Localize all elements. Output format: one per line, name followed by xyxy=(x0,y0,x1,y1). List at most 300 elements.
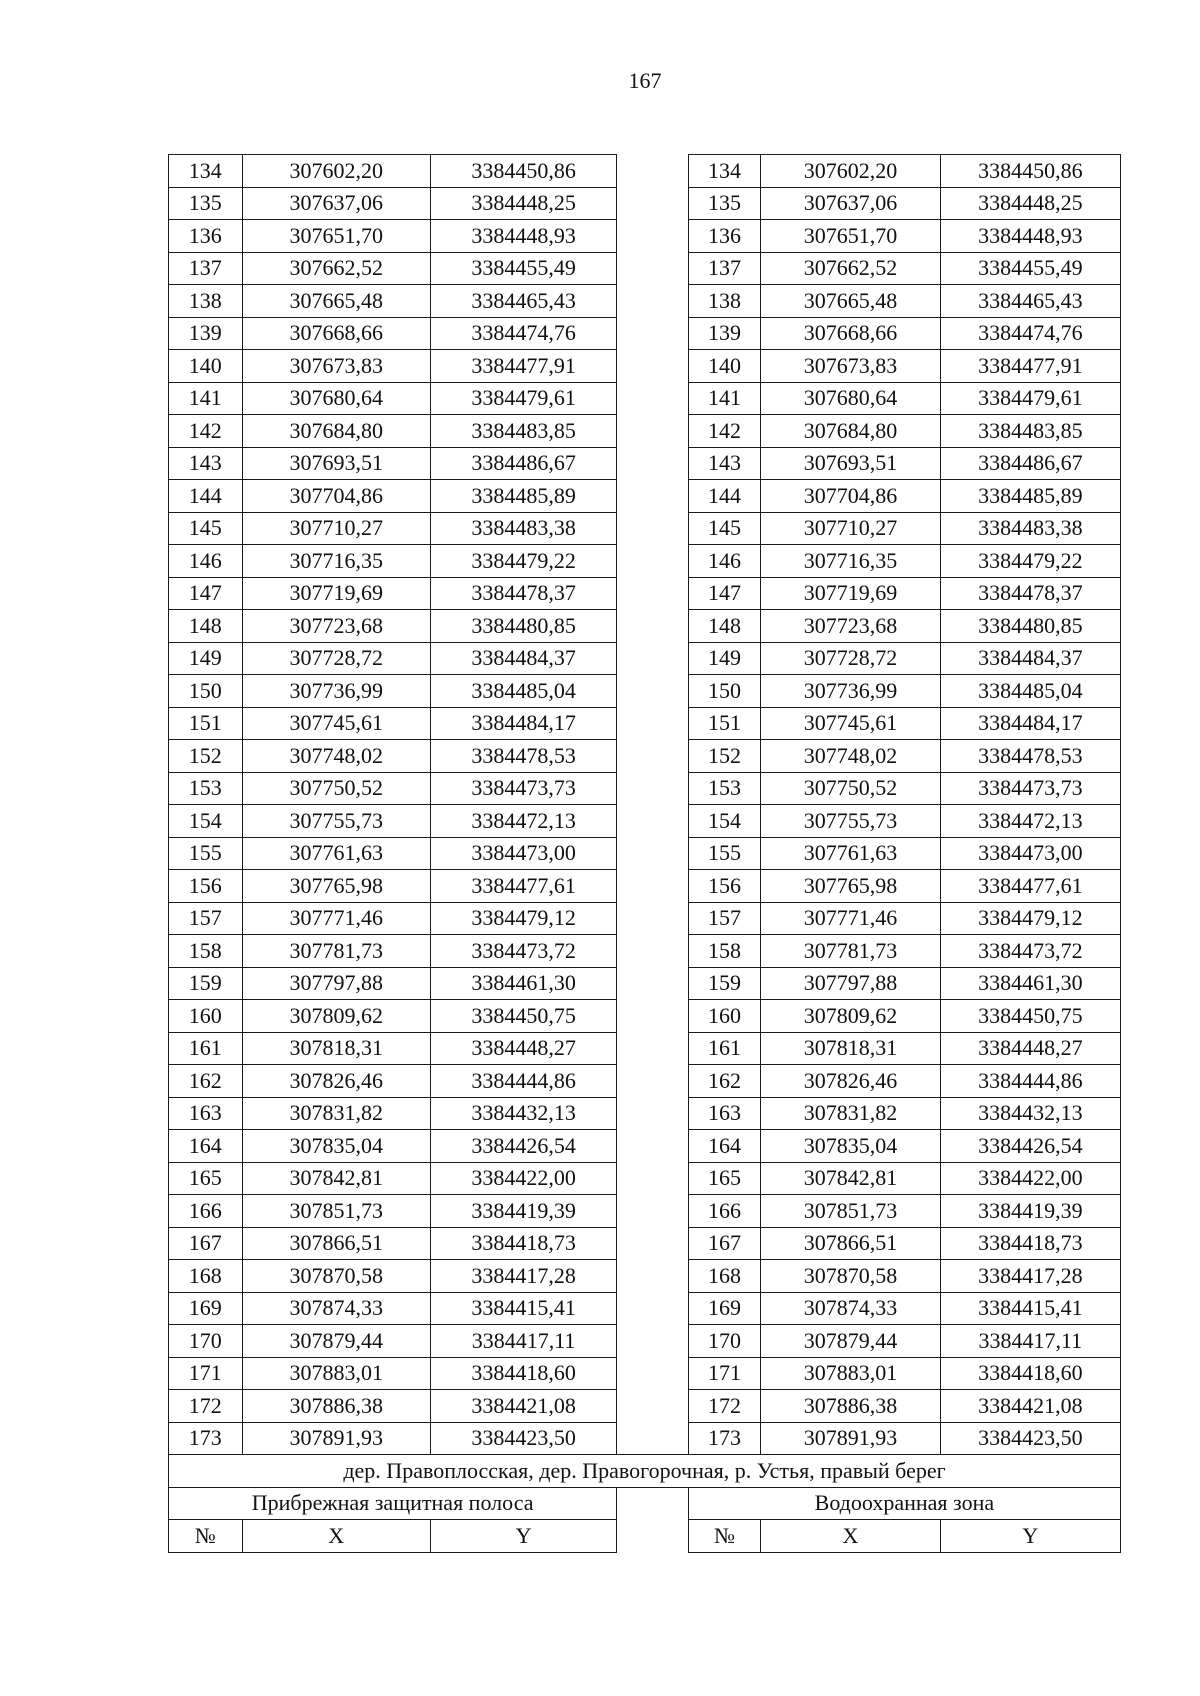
page-number: 167 xyxy=(628,68,662,93)
left-y-value: 3384474,76 xyxy=(430,317,616,350)
left-x-value: 307693,51 xyxy=(242,447,430,480)
left-x-value: 307745,61 xyxy=(242,707,430,740)
right-point-number: 153 xyxy=(688,772,761,805)
left-point-number: 166 xyxy=(169,1195,243,1228)
left-y-value: 3384450,86 xyxy=(430,155,616,188)
right-x-value: 307883,01 xyxy=(761,1357,940,1390)
left-point-number: 170 xyxy=(169,1325,243,1358)
left-point-number: 145 xyxy=(169,512,243,545)
right-point-number: 154 xyxy=(688,805,761,838)
right-point-number: 172 xyxy=(688,1390,761,1423)
column-gap xyxy=(617,1357,689,1390)
left-y-value: 3384450,75 xyxy=(430,1000,616,1033)
right-x-value: 307761,63 xyxy=(761,837,940,870)
table-row xyxy=(169,805,1121,838)
right-y-value: 3384474,76 xyxy=(940,317,1120,350)
left-point-number: 138 xyxy=(169,285,243,318)
table-row xyxy=(169,512,1121,545)
left-y-value: 3384426,54 xyxy=(430,1130,616,1163)
right-x-value: 307662,52 xyxy=(761,252,940,285)
left-y-value: 3384485,89 xyxy=(430,480,616,513)
right-x-value: 307874,33 xyxy=(761,1292,940,1325)
column-gap xyxy=(617,285,689,318)
left-x-value: 307602,20 xyxy=(242,155,430,188)
left-x-value: 307781,73 xyxy=(242,935,430,968)
left-y-value: 3384417,11 xyxy=(430,1325,616,1358)
right-x-value: 307866,51 xyxy=(761,1227,940,1260)
left-point-number: 171 xyxy=(169,1357,243,1390)
table-row xyxy=(169,935,1121,968)
left-point-number: 154 xyxy=(169,805,243,838)
table-row xyxy=(169,1065,1121,1098)
column-gap xyxy=(617,1097,689,1130)
right-x-value: 307755,73 xyxy=(761,805,940,838)
left-point-number: 169 xyxy=(169,1292,243,1325)
right-point-number: 147 xyxy=(688,577,761,610)
left-y-value: 3384465,43 xyxy=(430,285,616,318)
right-x-value: 307745,61 xyxy=(761,707,940,740)
right-point-number: 165 xyxy=(688,1162,761,1195)
left-y-value: 3384448,27 xyxy=(430,1032,616,1065)
left-point-number: 142 xyxy=(169,415,243,448)
right-point-number: 143 xyxy=(688,447,761,480)
left-point-number: 144 xyxy=(169,480,243,513)
left-y-value: 3384415,41 xyxy=(430,1292,616,1325)
table-row xyxy=(169,1390,1121,1423)
table-row xyxy=(169,155,1121,188)
right-y-value: 3384484,37 xyxy=(940,642,1120,675)
left-x-value: 307680,64 xyxy=(242,382,430,415)
right-y-value: 3384432,13 xyxy=(940,1097,1120,1130)
coordinates-section-header xyxy=(169,1455,1121,1553)
right-x-value: 307886,38 xyxy=(761,1390,940,1423)
table-row xyxy=(169,285,1121,318)
right-header-x: X xyxy=(761,1520,940,1553)
left-y-value: 3384472,13 xyxy=(430,805,616,838)
right-point-number: 169 xyxy=(688,1292,761,1325)
column-gap xyxy=(617,1390,689,1423)
right-x-value: 307728,72 xyxy=(761,642,940,675)
right-y-value: 3384477,91 xyxy=(940,350,1120,383)
column-gap xyxy=(617,1065,689,1098)
right-point-number: 138 xyxy=(688,285,761,318)
left-x-value: 307870,58 xyxy=(242,1260,430,1293)
right-y-value: 3384455,49 xyxy=(940,252,1120,285)
right-x-value: 307771,46 xyxy=(761,902,940,935)
right-y-value: 3384483,38 xyxy=(940,512,1120,545)
left-x-value: 307673,83 xyxy=(242,350,430,383)
left-x-value: 307684,80 xyxy=(242,415,430,448)
left-point-number: 146 xyxy=(169,545,243,578)
left-y-value: 3384422,00 xyxy=(430,1162,616,1195)
left-x-value: 307704,86 xyxy=(242,480,430,513)
left-y-value: 3384483,38 xyxy=(430,512,616,545)
left-y-value: 3384478,37 xyxy=(430,577,616,610)
right-y-value: 3384478,37 xyxy=(940,577,1120,610)
left-x-value: 307750,52 xyxy=(242,772,430,805)
right-point-number: 144 xyxy=(688,480,761,513)
left-point-number: 149 xyxy=(169,642,243,675)
column-gap xyxy=(617,902,689,935)
right-point-number: 136 xyxy=(688,220,761,253)
column-gap xyxy=(617,1130,689,1163)
left-x-value: 307728,72 xyxy=(242,642,430,675)
column-gap xyxy=(617,642,689,675)
left-y-value: 3384473,73 xyxy=(430,772,616,805)
column-gap xyxy=(617,447,689,480)
table-row xyxy=(169,252,1121,285)
left-point-number: 143 xyxy=(169,447,243,480)
left-x-value: 307662,52 xyxy=(242,252,430,285)
right-point-number: 141 xyxy=(688,382,761,415)
right-x-value: 307879,44 xyxy=(761,1325,940,1358)
left-point-number: 173 xyxy=(169,1422,243,1455)
right-y-value: 3384473,72 xyxy=(940,935,1120,968)
left-y-value: 3384477,91 xyxy=(430,350,616,383)
left-x-value: 307716,35 xyxy=(242,545,430,578)
left-point-number: 163 xyxy=(169,1097,243,1130)
right-y-value: 3384448,93 xyxy=(940,220,1120,253)
right-x-value: 307781,73 xyxy=(761,935,940,968)
column-gap xyxy=(617,187,689,220)
left-x-value: 307826,46 xyxy=(242,1065,430,1098)
table-row xyxy=(169,1097,1121,1130)
right-y-value: 3384415,41 xyxy=(940,1292,1120,1325)
left-y-value: 3384432,13 xyxy=(430,1097,616,1130)
block-title-row xyxy=(169,1487,1121,1520)
right-x-value: 307870,58 xyxy=(761,1260,940,1293)
right-x-value: 307736,99 xyxy=(761,675,940,708)
right-point-number: 142 xyxy=(688,415,761,448)
right-y-value: 3384465,43 xyxy=(940,285,1120,318)
left-point-number: 153 xyxy=(169,772,243,805)
column-gap xyxy=(617,707,689,740)
left-point-number: 147 xyxy=(169,577,243,610)
right-point-number: 158 xyxy=(688,935,761,968)
right-point-number: 166 xyxy=(688,1195,761,1228)
left-y-value: 3384448,25 xyxy=(430,187,616,220)
right-point-number: 140 xyxy=(688,350,761,383)
column-gap xyxy=(617,1000,689,1033)
left-y-value: 3384448,93 xyxy=(430,220,616,253)
left-point-number: 141 xyxy=(169,382,243,415)
table-row xyxy=(169,545,1121,578)
right-point-number: 161 xyxy=(688,1032,761,1065)
left-y-value: 3384479,61 xyxy=(430,382,616,415)
table-row xyxy=(169,1130,1121,1163)
right-y-value: 3384477,61 xyxy=(940,870,1120,903)
table-row xyxy=(169,772,1121,805)
left-y-value: 3384483,85 xyxy=(430,415,616,448)
table-row xyxy=(169,1260,1121,1293)
right-y-value: 3384485,04 xyxy=(940,675,1120,708)
left-x-value: 307736,99 xyxy=(242,675,430,708)
left-x-value: 307797,88 xyxy=(242,967,430,1000)
right-point-number: 134 xyxy=(688,155,761,188)
right-x-value: 307719,69 xyxy=(761,577,940,610)
left-y-value: 3384418,73 xyxy=(430,1227,616,1260)
left-y-value: 3384418,60 xyxy=(430,1357,616,1390)
table-row xyxy=(169,187,1121,220)
left-x-value: 307891,93 xyxy=(242,1422,430,1455)
left-point-number: 150 xyxy=(169,675,243,708)
left-x-value: 307818,31 xyxy=(242,1032,430,1065)
table-row xyxy=(169,447,1121,480)
table-row xyxy=(169,707,1121,740)
column-gap xyxy=(617,415,689,448)
right-point-number: 139 xyxy=(688,317,761,350)
left-x-value: 307883,01 xyxy=(242,1357,430,1390)
right-point-number: 146 xyxy=(688,545,761,578)
left-point-number: 135 xyxy=(169,187,243,220)
left-y-value: 3384417,28 xyxy=(430,1260,616,1293)
right-x-value: 307602,20 xyxy=(761,155,940,188)
right-y-value: 3384461,30 xyxy=(940,967,1120,1000)
right-point-number: 162 xyxy=(688,1065,761,1098)
right-y-value: 3384473,73 xyxy=(940,772,1120,805)
table-row xyxy=(169,1195,1121,1228)
table-row xyxy=(169,1000,1121,1033)
table-row xyxy=(169,1032,1121,1065)
table-row xyxy=(169,1325,1121,1358)
column-gap xyxy=(617,1227,689,1260)
right-x-value: 307651,70 xyxy=(761,220,940,253)
right-y-value: 3384450,75 xyxy=(940,1000,1120,1033)
column-gap xyxy=(617,1292,689,1325)
left-y-value: 3384421,08 xyxy=(430,1390,616,1423)
left-point-number: 152 xyxy=(169,740,243,773)
left-y-value: 3384480,85 xyxy=(430,610,616,643)
left-header-y: Y xyxy=(430,1520,616,1553)
column-gap xyxy=(617,1487,689,1520)
right-x-value: 307665,48 xyxy=(761,285,940,318)
column-gap xyxy=(617,1032,689,1065)
column-header-row xyxy=(169,1520,1121,1553)
left-x-value: 307723,68 xyxy=(242,610,430,643)
left-y-value: 3384455,49 xyxy=(430,252,616,285)
column-gap xyxy=(617,317,689,350)
left-point-number: 158 xyxy=(169,935,243,968)
right-x-value: 307693,51 xyxy=(761,447,940,480)
right-x-value: 307797,88 xyxy=(761,967,940,1000)
left-point-number: 155 xyxy=(169,837,243,870)
column-gap xyxy=(617,837,689,870)
right-y-value: 3384484,17 xyxy=(940,707,1120,740)
left-y-value: 3384423,50 xyxy=(430,1422,616,1455)
table-row xyxy=(169,577,1121,610)
left-header-number: № xyxy=(169,1520,243,1553)
right-point-number: 150 xyxy=(688,675,761,708)
column-gap xyxy=(617,805,689,838)
left-y-value: 3384479,12 xyxy=(430,902,616,935)
column-gap xyxy=(617,480,689,513)
left-point-number: 137 xyxy=(169,252,243,285)
right-y-value: 3384417,28 xyxy=(940,1260,1120,1293)
right-y-value: 3384418,60 xyxy=(940,1357,1120,1390)
left-x-value: 307809,62 xyxy=(242,1000,430,1033)
left-y-value: 3384477,61 xyxy=(430,870,616,903)
right-y-value: 3384480,85 xyxy=(940,610,1120,643)
left-point-number: 157 xyxy=(169,902,243,935)
left-point-number: 167 xyxy=(169,1227,243,1260)
table-row xyxy=(169,740,1121,773)
left-x-value: 307835,04 xyxy=(242,1130,430,1163)
left-x-value: 307874,33 xyxy=(242,1292,430,1325)
table-row xyxy=(169,1227,1121,1260)
table-row xyxy=(169,220,1121,253)
column-gap xyxy=(617,252,689,285)
left-x-value: 307755,73 xyxy=(242,805,430,838)
column-gap xyxy=(617,545,689,578)
left-x-value: 307665,48 xyxy=(242,285,430,318)
column-gap xyxy=(617,1520,689,1553)
table-row xyxy=(169,967,1121,1000)
right-point-number: 152 xyxy=(688,740,761,773)
left-x-value: 307842,81 xyxy=(242,1162,430,1195)
left-point-number: 140 xyxy=(169,350,243,383)
column-gap xyxy=(617,935,689,968)
left-block-title: Прибрежная защитная полоса xyxy=(169,1487,617,1520)
section-caption-row xyxy=(169,1455,1121,1488)
left-x-value: 307851,73 xyxy=(242,1195,430,1228)
left-y-value: 3384473,00 xyxy=(430,837,616,870)
left-y-value: 3384419,39 xyxy=(430,1195,616,1228)
right-point-number: 148 xyxy=(688,610,761,643)
table-row xyxy=(169,415,1121,448)
left-x-value: 307761,63 xyxy=(242,837,430,870)
right-y-value: 3384448,25 xyxy=(940,187,1120,220)
right-y-value: 3384448,27 xyxy=(940,1032,1120,1065)
right-y-value: 3384479,22 xyxy=(940,545,1120,578)
right-x-value: 307710,27 xyxy=(761,512,940,545)
right-point-number: 149 xyxy=(688,642,761,675)
left-header-x: X xyxy=(242,1520,430,1553)
table-row xyxy=(169,350,1121,383)
right-point-number: 157 xyxy=(688,902,761,935)
right-y-value: 3384478,53 xyxy=(940,740,1120,773)
right-block-title: Водоохранная зона xyxy=(688,1487,1120,1520)
left-point-number: 148 xyxy=(169,610,243,643)
left-point-number: 134 xyxy=(169,155,243,188)
left-y-value: 3384479,22 xyxy=(430,545,616,578)
left-point-number: 162 xyxy=(169,1065,243,1098)
right-point-number: 137 xyxy=(688,252,761,285)
right-x-value: 307842,81 xyxy=(761,1162,940,1195)
left-point-number: 156 xyxy=(169,870,243,903)
left-point-number: 151 xyxy=(169,707,243,740)
right-x-value: 307831,82 xyxy=(761,1097,940,1130)
right-x-value: 307673,83 xyxy=(761,350,940,383)
right-y-value: 3384483,85 xyxy=(940,415,1120,448)
right-y-value: 3384485,89 xyxy=(940,480,1120,513)
right-point-number: 160 xyxy=(688,1000,761,1033)
left-x-value: 307886,38 xyxy=(242,1390,430,1423)
right-point-number: 135 xyxy=(688,187,761,220)
column-gap xyxy=(617,1325,689,1358)
left-y-value: 3384473,72 xyxy=(430,935,616,968)
left-y-value: 3384485,04 xyxy=(430,675,616,708)
table-row xyxy=(169,480,1121,513)
table-row xyxy=(169,870,1121,903)
left-point-number: 160 xyxy=(169,1000,243,1033)
left-x-value: 307771,46 xyxy=(242,902,430,935)
left-x-value: 307719,69 xyxy=(242,577,430,610)
left-y-value: 3384461,30 xyxy=(430,967,616,1000)
right-header-y: Y xyxy=(940,1520,1120,1553)
column-gap xyxy=(617,1422,689,1455)
right-point-number: 171 xyxy=(688,1357,761,1390)
left-x-value: 307748,02 xyxy=(242,740,430,773)
column-gap xyxy=(617,967,689,1000)
table-row xyxy=(169,1357,1121,1390)
right-point-number: 145 xyxy=(688,512,761,545)
right-y-value: 3384419,39 xyxy=(940,1195,1120,1228)
left-x-value: 307651,70 xyxy=(242,220,430,253)
right-y-value: 3384479,12 xyxy=(940,902,1120,935)
left-point-number: 168 xyxy=(169,1260,243,1293)
right-point-number: 164 xyxy=(688,1130,761,1163)
column-gap xyxy=(617,675,689,708)
right-y-value: 3384421,08 xyxy=(940,1390,1120,1423)
right-x-value: 307818,31 xyxy=(761,1032,940,1065)
right-point-number: 173 xyxy=(688,1422,761,1455)
right-point-number: 151 xyxy=(688,707,761,740)
column-gap xyxy=(617,1260,689,1293)
section-caption: дер. Правоплосская, дер. Правогорочная, р. Устья, правый берег xyxy=(169,1455,1121,1488)
right-point-number: 155 xyxy=(688,837,761,870)
column-gap xyxy=(617,610,689,643)
right-y-value: 3384444,86 xyxy=(940,1065,1120,1098)
table-row xyxy=(169,382,1121,415)
right-x-value: 307835,04 xyxy=(761,1130,940,1163)
right-x-value: 307680,64 xyxy=(761,382,940,415)
column-gap xyxy=(617,220,689,253)
table-row xyxy=(169,1162,1121,1195)
column-gap xyxy=(617,512,689,545)
left-point-number: 165 xyxy=(169,1162,243,1195)
left-point-number: 159 xyxy=(169,967,243,1000)
left-x-value: 307710,27 xyxy=(242,512,430,545)
left-y-value: 3384444,86 xyxy=(430,1065,616,1098)
coordinates-table xyxy=(168,154,1121,1553)
right-y-value: 3384486,67 xyxy=(940,447,1120,480)
table-row xyxy=(169,1422,1121,1455)
column-gap xyxy=(617,577,689,610)
right-y-value: 3384423,50 xyxy=(940,1422,1120,1455)
right-point-number: 163 xyxy=(688,1097,761,1130)
right-header-number: № xyxy=(688,1520,761,1553)
right-y-value: 3384450,86 xyxy=(940,155,1120,188)
right-x-value: 307750,52 xyxy=(761,772,940,805)
right-x-value: 307668,66 xyxy=(761,317,940,350)
right-y-value: 3384426,54 xyxy=(940,1130,1120,1163)
right-x-value: 307891,93 xyxy=(761,1422,940,1455)
right-point-number: 159 xyxy=(688,967,761,1000)
right-y-value: 3384417,11 xyxy=(940,1325,1120,1358)
table-row xyxy=(169,902,1121,935)
right-y-value: 3384418,73 xyxy=(940,1227,1120,1260)
right-y-value: 3384479,61 xyxy=(940,382,1120,415)
column-gap xyxy=(617,870,689,903)
left-x-value: 307765,98 xyxy=(242,870,430,903)
column-gap xyxy=(617,350,689,383)
right-y-value: 3384473,00 xyxy=(940,837,1120,870)
left-x-value: 307637,06 xyxy=(242,187,430,220)
left-x-value: 307866,51 xyxy=(242,1227,430,1260)
left-x-value: 307831,82 xyxy=(242,1097,430,1130)
left-y-value: 3384484,37 xyxy=(430,642,616,675)
left-y-value: 3384478,53 xyxy=(430,740,616,773)
